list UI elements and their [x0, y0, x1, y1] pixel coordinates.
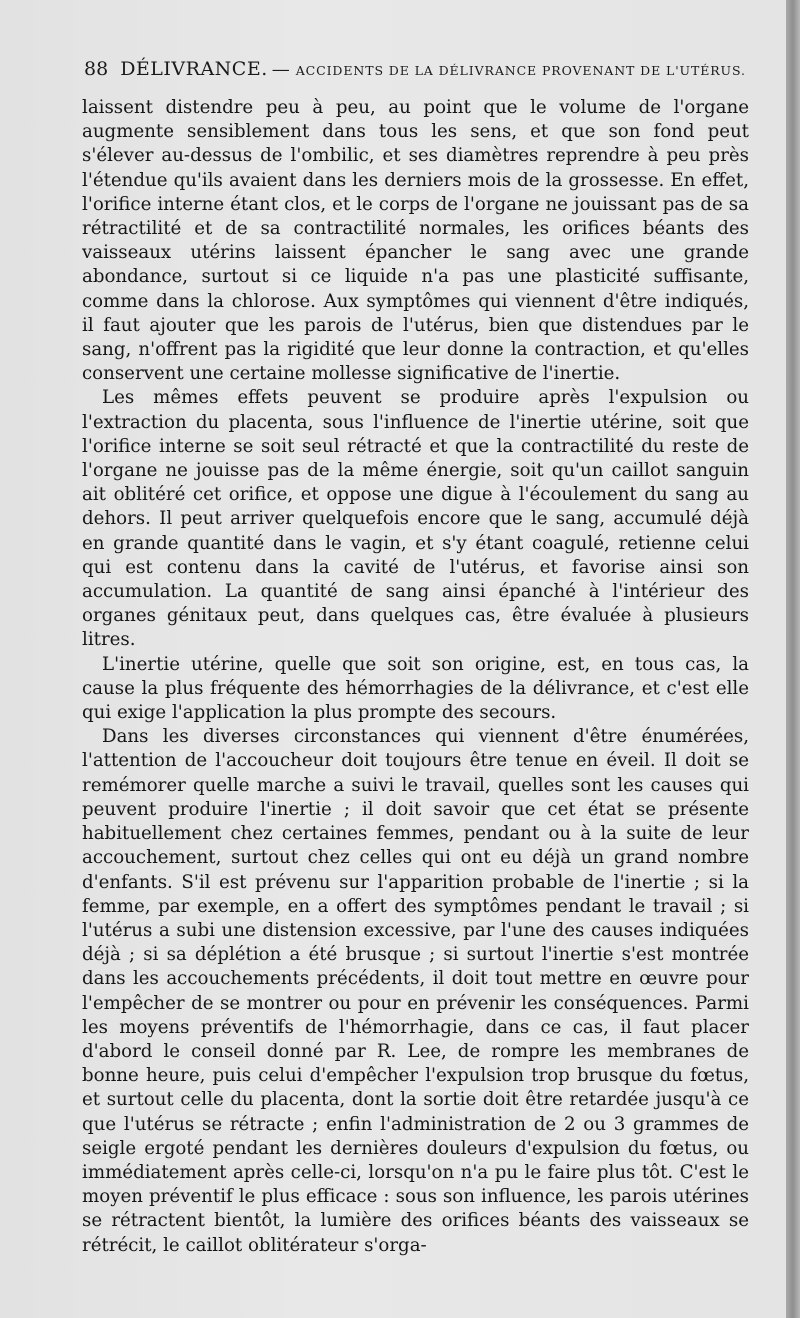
chapter-title: DÉLIVRANCE.: [120, 58, 268, 80]
page-number: 88: [84, 58, 109, 80]
running-header: [84, 58, 746, 88]
section-title: ACCIDENTS DE LA DÉLIVRANCE PROVENANT DE L'UTÉRUS.: [295, 63, 746, 78]
paragraph-1: laissent distendre peu à peu, au point que le volume de l'organe augmente sensiblement dans tous les sens, et que son fond peut s'élever au-dessus de l'ombilic, et ses diamètres reprendre à peu près l'étendue qu'ils avaient dans les derniers mois de la grossesse. En effet, l'orifice interne étant clos, et le corps de l'organe ne jouissant pas de sa rétractilité et de sa contractilité normales, les orifices béants des vaisseaux utérins laissent épancher le sang avec une grande abondance, surtout si ce liquide n'a pas une plasticité suffisante, comme dans la chlorose. Aux symptômes qui viennent d'être indiqués, il faut ajouter que les parois de l'utérus, bien que distendues par le sang, n'offrent pas la rigidité que leur donne la contraction, et qu'elles conservent une certaine mollesse significative de l'inertie.: [82, 97, 749, 385]
paragraph-2: Les mêmes effets peuvent se produire après l'expulsion ou l'extraction du placenta, sous l'influence de l'inertie utérine, soit que l'orifice interne se soit seul rétracté et que la contractilité du reste de l'organe ne jouisse pas de la même énergie, soit qu'un caillot sanguin ait oblitéré cet orifice, et oppose une digue à l'écoulement du sang au dehors. Il peut arriver quelquefois encore que le sang, accumulé déjà en grande quantité dans le vagin, et s'y étant coagulé, retienne celui qui est contenu dans la cavité de l'utérus, et favorise ainsi son accumulation. La quantité de sang ainsi épanché à l'intérieur des organes génitaux peut, dans quelques cas, être évaluée à plusieurs litres.: [82, 387, 749, 651]
body-text: [82, 96, 749, 1258]
page-edge-shadow: [786, 0, 800, 1318]
paragraph-4: Dans les diverses circonstances qui viennent d'être énumérées, l'attention de l'accoucheur doit toujours être tenue en éveil. Il doit se remémorer quelle marche a suivi le travail, quelles sont les causes qui peuvent produire l'inertie ; il doit savoir que cet état se présente habituellement chez certaines femmes, pendant ou à la suite de leur accouchement, surtout chez celles qui ont eu déjà un grand nombre d'enfants. S'il est prévenu sur l'apparition probable de l'inertie ; si la femme, par exemple, en a offert des symptômes pendant le travail ; si l'utérus a subi une distension excessive, par l'une des causes indiquées déjà ; si sa déplétion a été brusque ; si surtout l'inertie s'est montrée dans les accouchements précédents, il doit tout mettre en œuvre pour l'empêcher de se montrer ou pour en prévenir les conséquences. Parmi les moyens préventifs de l'hémorrhagie, dans ce cas, il faut placer d'abord le conseil donné par R. Lee, de rompre les membranes de bonne heure, puis celui d'empêcher l'expulsion trop brusque du fœtus, et surtout celle du placenta, dont la sortie doit être retardée jusqu'à ce que l'utérus se rétracte ; enfin l'administration de 2 ou 3 grammes de seigle ergoté pendant les dernières douleurs d'expulsion du fœtus, ou immédiatement après celle-ci, lorsqu'on n'a pu le faire plus tôt. C'est le moyen préventif le plus efficace : sous son influence, les parois utérines se rétractent bientôt, la lumière des orifices béants des vaisseaux se rétrécit, le caillot oblitérateur s'orga-: [82, 726, 749, 1256]
header-dash: —: [271, 59, 290, 80]
paragraph-3: L'inertie utérine, quelle que soit son origine, est, en tous cas, la cause la plus fréquente des hémorrhagies de la délivrance, et c'est elle qui exige l'application la plus prompte des secours.: [82, 653, 749, 724]
